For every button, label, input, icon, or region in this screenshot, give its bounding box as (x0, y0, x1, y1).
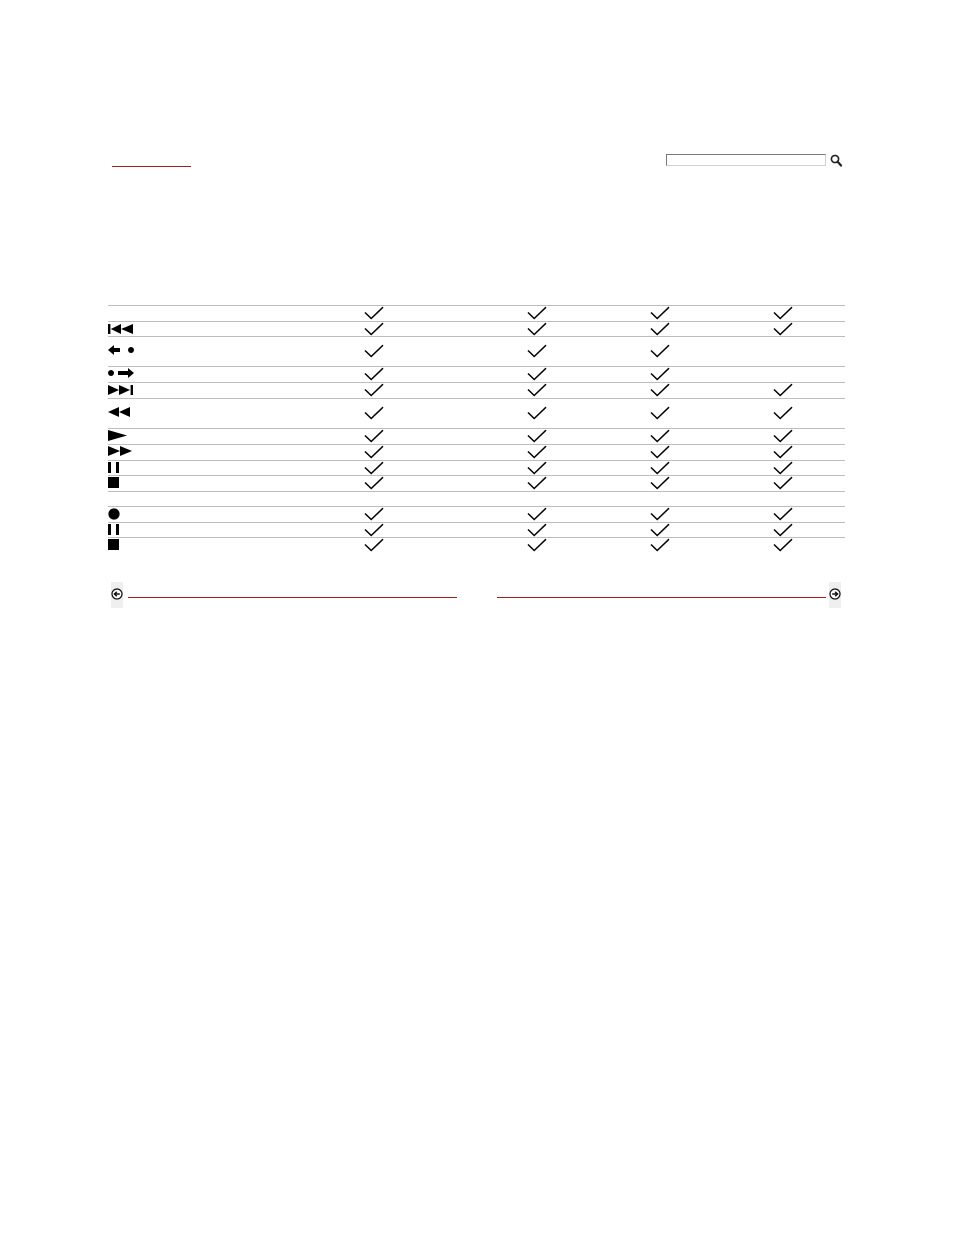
checkmark-icon (364, 538, 384, 552)
checkmark-icon (364, 383, 384, 397)
checkmark-icon (650, 406, 670, 420)
record-icon (108, 508, 134, 520)
checkmark-icon (773, 383, 793, 397)
table-row (108, 460, 845, 475)
checkmark-icon (773, 429, 793, 443)
fast-forward-icon (108, 446, 134, 458)
table-row (108, 321, 845, 336)
table-row (108, 398, 845, 428)
checkmark-icon (527, 406, 547, 420)
prev-page-link[interactable] (128, 597, 457, 598)
skip-forward-icon (108, 384, 134, 396)
dot-arrow-right-icon (108, 368, 134, 380)
stop-icon (108, 477, 134, 489)
checkmark-icon (650, 507, 670, 521)
magnifier-icon (829, 153, 843, 167)
checkmark-icon (773, 406, 793, 420)
search-input[interactable] (666, 154, 826, 166)
checkmark-icon (364, 523, 384, 537)
checkmark-icon (773, 523, 793, 537)
checkmark-icon (364, 344, 384, 358)
next-page-link[interactable] (497, 597, 826, 598)
checkmark-icon (527, 322, 547, 336)
checkmark-icon (773, 507, 793, 521)
arrow-left-circle-icon (111, 588, 123, 600)
checkmark-icon (773, 322, 793, 336)
arrow-right-circle-icon (829, 588, 841, 600)
pause-icon (108, 524, 134, 536)
checkmark-icon (364, 322, 384, 336)
play-icon (108, 430, 134, 442)
rewind-icon (108, 407, 134, 419)
checkmark-icon (364, 461, 384, 475)
table-row (108, 382, 845, 398)
checkmark-icon (527, 383, 547, 397)
checkmark-icon (364, 507, 384, 521)
checkmark-icon (650, 476, 670, 490)
table-row (108, 522, 845, 537)
table-row (108, 366, 845, 382)
next-page-button[interactable] (829, 582, 841, 608)
checkmark-icon (527, 344, 547, 358)
checkmark-icon (527, 507, 547, 521)
checkmark-icon (773, 461, 793, 475)
checkmark-icon (773, 445, 793, 459)
checkmark-icon (650, 367, 670, 381)
table-row (108, 506, 845, 522)
checkmark-icon (773, 306, 793, 320)
checkmark-icon (650, 523, 670, 537)
table-row (108, 475, 845, 491)
search-button[interactable] (829, 153, 843, 167)
table-row (108, 537, 845, 552)
pause-icon (108, 462, 134, 474)
checkmark-icon (364, 445, 384, 459)
top-link[interactable] (112, 150, 191, 167)
checkmark-icon (364, 306, 384, 320)
checkmark-icon (650, 383, 670, 397)
arrow-left-dot-icon (108, 345, 134, 357)
checkmark-icon (527, 429, 547, 443)
checkmark-icon (773, 538, 793, 552)
stop-icon (108, 539, 134, 551)
checkmark-icon (527, 476, 547, 490)
checkmark-icon (650, 306, 670, 320)
checkmark-icon (527, 461, 547, 475)
checkmark-icon (527, 538, 547, 552)
checkmark-icon (364, 429, 384, 443)
checkmark-icon (650, 429, 670, 443)
checkmark-icon (773, 476, 793, 490)
table-row (108, 444, 845, 460)
table-row (108, 336, 845, 366)
checkmark-icon (527, 367, 547, 381)
checkmark-icon (364, 406, 384, 420)
table-row (108, 428, 845, 444)
checkmark-icon (650, 538, 670, 552)
checkmark-icon (527, 306, 547, 320)
checkmark-icon (650, 461, 670, 475)
checkmark-icon (527, 445, 547, 459)
checkmark-icon (527, 523, 547, 537)
skip-back-icon (108, 323, 134, 335)
prev-page-button[interactable] (111, 582, 123, 608)
checkmark-icon (364, 476, 384, 490)
checkmark-icon (650, 322, 670, 336)
table-row (108, 491, 845, 506)
table-row (108, 305, 845, 321)
checkmark-icon (650, 344, 670, 358)
checkmark-icon (650, 445, 670, 459)
checkmark-icon (364, 367, 384, 381)
